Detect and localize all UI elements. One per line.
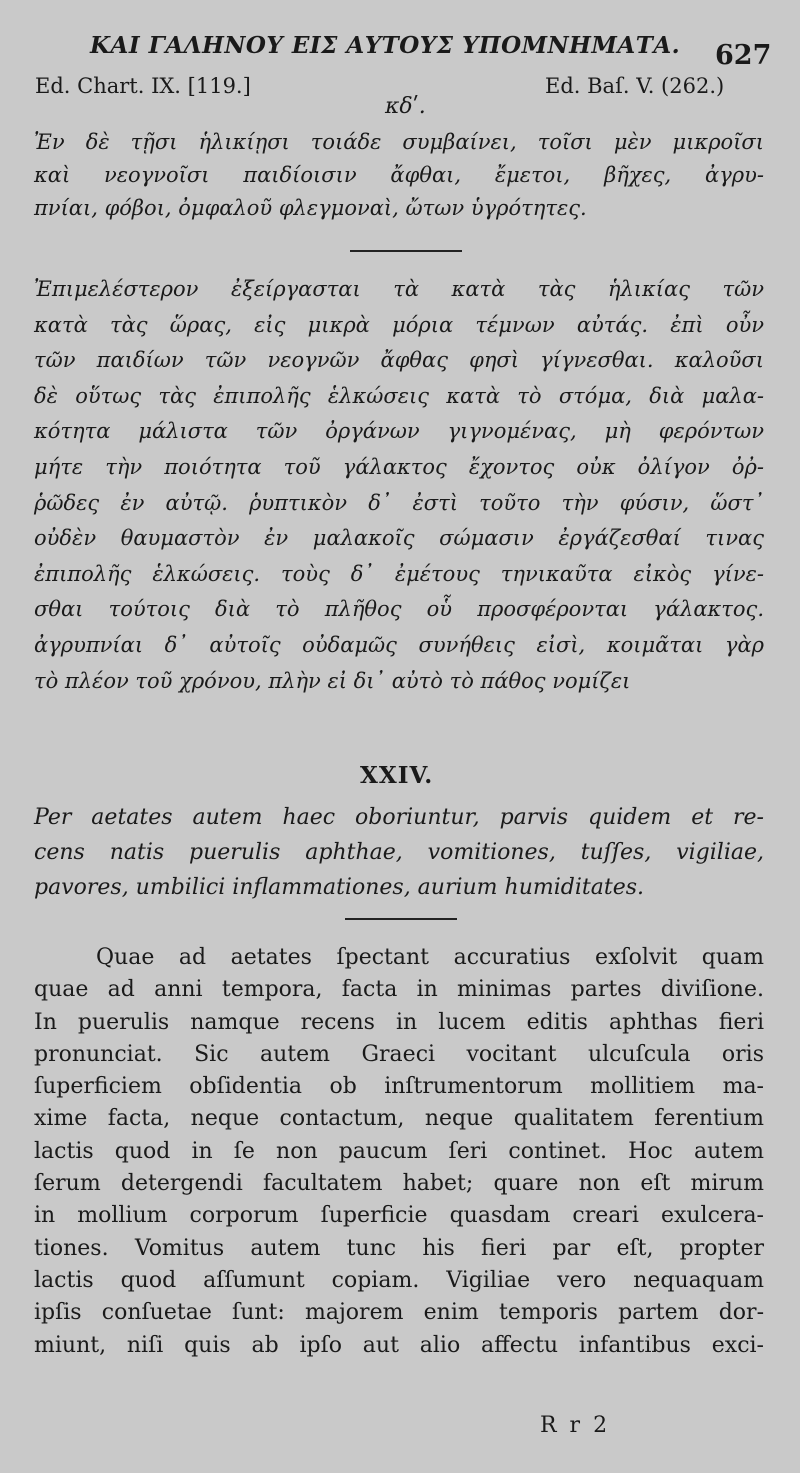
running-title: ΚΑΙ ΓΑΛΗΝΟΥ ΕΙΣ ΑΥΤΟΥΣ ΥΠΟΜΝΗΜΑΤΑ. xyxy=(90,32,681,59)
text-line: κατὰ τὰς ὥρας, εἰς μικρὰ μόρια τέμνων αὐτάς. ἐπὶ οὖν xyxy=(34,312,764,337)
text-line: lactis quod aſſumunt copiam. Vigiliae vero nequaquam xyxy=(34,1267,764,1293)
text-line: πνίαι, φόβοι, ὀμφαλοῦ φλεγμοναὶ, ὤτων ὑγρότητες. xyxy=(34,196,587,220)
text-line: Ἐν δὲ τῇσι ἡλικίῃσι τοιάδε συμβαίνει, τοῖσι μὲν μικροῖσι xyxy=(34,130,764,154)
text-line: οὐδὲν θαυμαστὸν ἐν μαλακοῖς σώμασιν ἐργάζεσθαί τινας xyxy=(34,526,764,551)
text-line: tiones. Vomitus autem tunc his fieri par eſt, propter xyxy=(34,1235,764,1261)
latin-commentary xyxy=(34,942,764,1362)
text-line: Ἐπιμελέστερον ἐξείργασται τὰ κατὰ τὰς ἡλικίας τῶν xyxy=(34,277,764,301)
greek-section-number: κδʹ. xyxy=(385,94,426,119)
text-line: ipſis conſuetae ſunt: majorem enim temporis partem dor- xyxy=(34,1300,764,1326)
divider-rule xyxy=(350,250,462,252)
greek-lemma xyxy=(34,126,764,225)
text-line: lactis quod in ſe non paucum ſeri continet. Hoc autem xyxy=(34,1138,764,1164)
text-line: pavores, umbilici inflammationes, aurium humiditates. xyxy=(34,875,644,900)
text-line: in mollium corporum ſuperficie quasdam creari exulcera- xyxy=(34,1203,764,1229)
text-line: μήτε τὴν ποιότητα τοῦ γάλακτος ἔχοντος οὐκ ὀλίγον ὀῤ- xyxy=(34,454,764,479)
text-line: ῥῶδες ἐν αὐτῷ. ῥυπτικὸν δ᾽ ἐστὶ τοῦτο τὴν φύσιν, ὥστ᾽ xyxy=(34,490,764,515)
latin-lemma xyxy=(34,800,764,905)
text-line: καὶ νεογνοῖσι παιδίοισιν ἄφθαι, ἔμετοι, βῆχες, ἀγρυ- xyxy=(34,163,764,187)
printer-signature: R r 2 xyxy=(540,1413,611,1438)
text-line: pronunciat. Sic autem Graeci vocitant ulcuſcula oris xyxy=(34,1041,764,1067)
text-line: ſerum detergendi facultatem habet; quare non eſt mirum xyxy=(34,1171,764,1197)
text-line: ἐπιπολῆς ἑλκώσεις. τοὺς δ᾽ ἐμέτους τηνικαῦτα εἰκὸς γίνε- xyxy=(34,561,764,586)
text-line: quae ad anni tempora, facta in minimas partes diviſione. xyxy=(34,977,764,1003)
text-line: κότητα μάλιστα τῶν ὀργάνων γιγνομένας, μὴ φερόντων xyxy=(34,419,764,444)
text-line: xime facta, neque contactum, neque qualitatem ferentium xyxy=(34,1106,764,1132)
text-line: Per aetates autem haec oboriuntur, parvis quidem et re- xyxy=(34,805,764,830)
greek-commentary xyxy=(34,272,764,699)
text-line: cens natis puerulis aphthae, vomitiones, tuſſes, vigiliae, xyxy=(34,840,764,865)
edition-reference-left: Ed. Chart. IX. [119.] xyxy=(35,74,251,98)
latin-section-number: XXIV. xyxy=(360,762,434,789)
text-line: Quae ad aetates ſpectant accuratius exſolvit quam xyxy=(96,945,764,970)
text-line: In puerulis namque recens in lucem editis aphthas fieri xyxy=(34,1009,764,1035)
divider-rule xyxy=(345,918,457,920)
text-line: ἀγρυπνίαι δ᾽ αὐτοῖς οὐδαμῶς συνήθεις εἰσὶ, κοιμᾶται γὰρ xyxy=(34,632,764,657)
text-line: σθαι τούτοις διὰ τὸ πλῆθος οὗ προσφέρονται γάλακτος. xyxy=(34,597,764,622)
text-line: miunt, niſi quis ab ipſo aut alio affectu infantibus exci- xyxy=(34,1332,764,1358)
page-number: 627 xyxy=(715,40,772,71)
edition-reference-right: Ed. Baſ. V. (262.) xyxy=(545,74,725,98)
text-line: δὲ οὕτως τὰς ἐπιπολῆς ἑλκώσεις κατὰ τὸ στόμα, διὰ μαλα- xyxy=(34,383,764,408)
text-line: τῶν παιδίων τῶν νεογνῶν ἄφθας φησὶ γίγνεσθαι. καλοῦσι xyxy=(34,348,764,373)
text-line: ſuperficiem obſidentia ob inſtrumentorum mollitiem ma- xyxy=(34,1074,764,1100)
text-line: τὸ πλέον τοῦ χρόνου, πλὴν εἰ δι᾽ αὐτὸ τὸ πάθος νομίζει xyxy=(34,668,631,693)
